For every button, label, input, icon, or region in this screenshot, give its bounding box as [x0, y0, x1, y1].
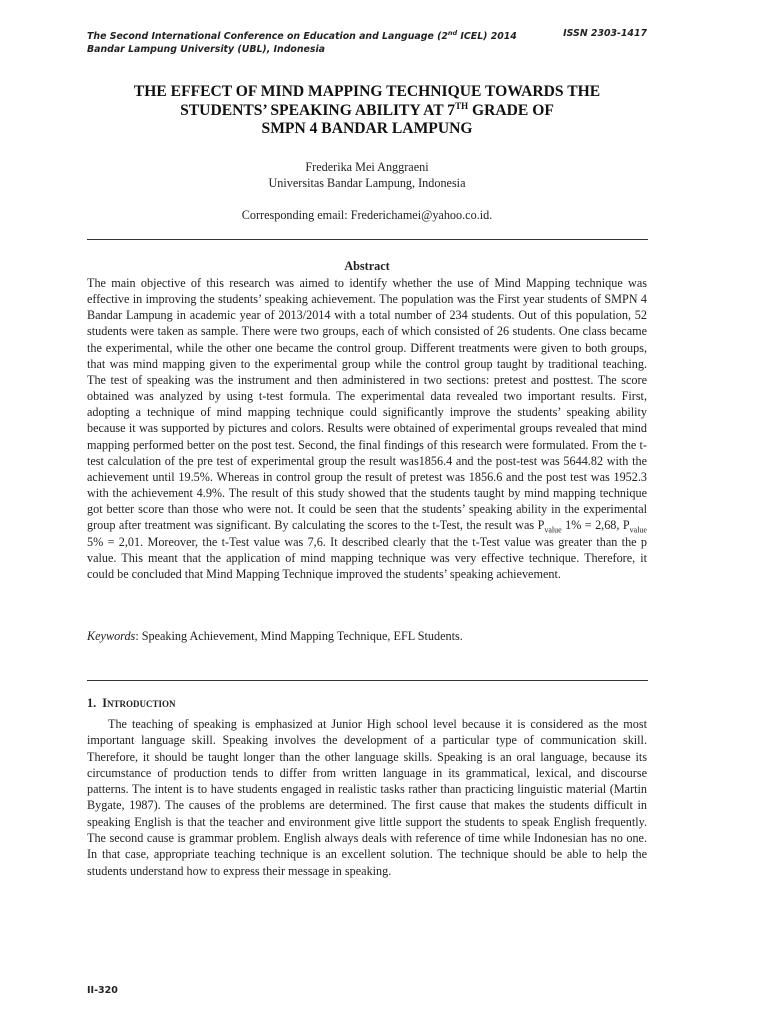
abstract-heading: Abstract	[344, 259, 390, 273]
issn-number: ISSN 2303-1417	[563, 28, 647, 39]
introduction-text: The teaching of speaking is emphasized at Junior High school level because it is considered as the most important language skill. Speaking involves the development of a particular type of communication skill. Therefore, it should be taught longer than the other language skills. Speaking is an oral language, because its circumstance of production tends to differ from written language in its grammatical, lexical, and discourse patterns. The intent is to have students engaged in realistic tasks rather than practicing linguistic material (Martin Bygate, 1987). The causes of the problems are determined. The first cause that makes the students difficult in speaking English is that the teacher and environment give little support the students to speak English frequently. The second cause is grammar problem. English always deals with reference of time while Indonesian has no one. In that case, appropriate teaching technique is an excellent solution. The technique should be able to help the students understand how to express their message in speaking.	[87, 717, 647, 878]
keywords-label: Keywords	[87, 629, 136, 643]
keywords	[87, 629, 647, 644]
keywords-text: : Speaking Achievement, Mind Mapping Technique, EFL Students.	[135, 629, 463, 643]
divider-top	[87, 239, 648, 240]
running-header	[87, 27, 647, 56]
abstract-text: The main objective of this research was aimed to identify whether the use of Mind Mapping technique was effective in improving the students’ speaking achievement. The population was the First year students of SMPN 4 Bandar Lampung in academic year of 2013/2014 with a total number of 234 students. Out of this population, 52 students were taken as sample. There were two groups, each of which consisted of 26 students. One class became the experimental, while the other one became the control group. Different treatments were given to both groups, that was mind mapping given to the experimental group while the control group taught by traditional teaching. The test of speaking was the instrument and then administered in two sections: pretest and posttest. The score obtained was analyzed by using t-test formula. The experimental data revealed two important results. First, adopting a technique of mind mapping technique could significantly improve the students’ speaking ability because it was supported by pictures and colors. Results were obtained of experimental groups revealed that mind mapping performed better on the post test. Second, the final findings of this research were formulated. From the t-test calculation of the pre test of experimental group the result was1856.4 and the post-test was 5644.82 with the achievement until 19.5%. Whereas in control group the result of pretest was 1856.6 and the post test was 1952.3 with the achievement 4.9%. The result of this study showed that the students taught by mind mapping technique got better score than those who were not. It could be seen that the students’ speaking ability in the experimental group after treatment was significant. By calculating the scores to the t-Test, the result was $P_{value}$ 1% = 2,68, $P_{value}$ 5% = 2,01. Moreover, the t-Test value was 7,6. It described clearly that the t-Test value was greater than the p value. This meant that the application of mind mapping technique was very effective technique. Therefore, it could be concluded that Mind Mapping Technique improved the students’ speaking achievement.	[87, 276, 647, 581]
paper-title: THE EFFECT OF MIND MAPPING TECHNIQUE TOWARDS THE STUDENTS’ SPEAKING ABILITY AT 7TH GRADE OF SMPN 4 BANDAR LAMPUNG	[133, 83, 601, 137]
conference-name: The Second International Conference on Education and Language (2nd ICEL) 2014	[87, 29, 517, 43]
corresponding-email: Corresponding email: Frederichamei@yahoo.co.id.	[241, 208, 493, 222]
conference-venue: Bandar Lampung University (UBL), Indonesia	[87, 44, 326, 56]
page-number: II-320	[87, 985, 118, 996]
author-block	[87, 160, 647, 191]
section-heading-introduction: 1. Introduction	[87, 696, 176, 710]
divider-bottom	[87, 680, 648, 681]
author-affiliation: Universitas Bandar Lampung, Indonesia	[268, 175, 466, 190]
author-name: Frederika Mei Anggraeni	[305, 160, 429, 174]
